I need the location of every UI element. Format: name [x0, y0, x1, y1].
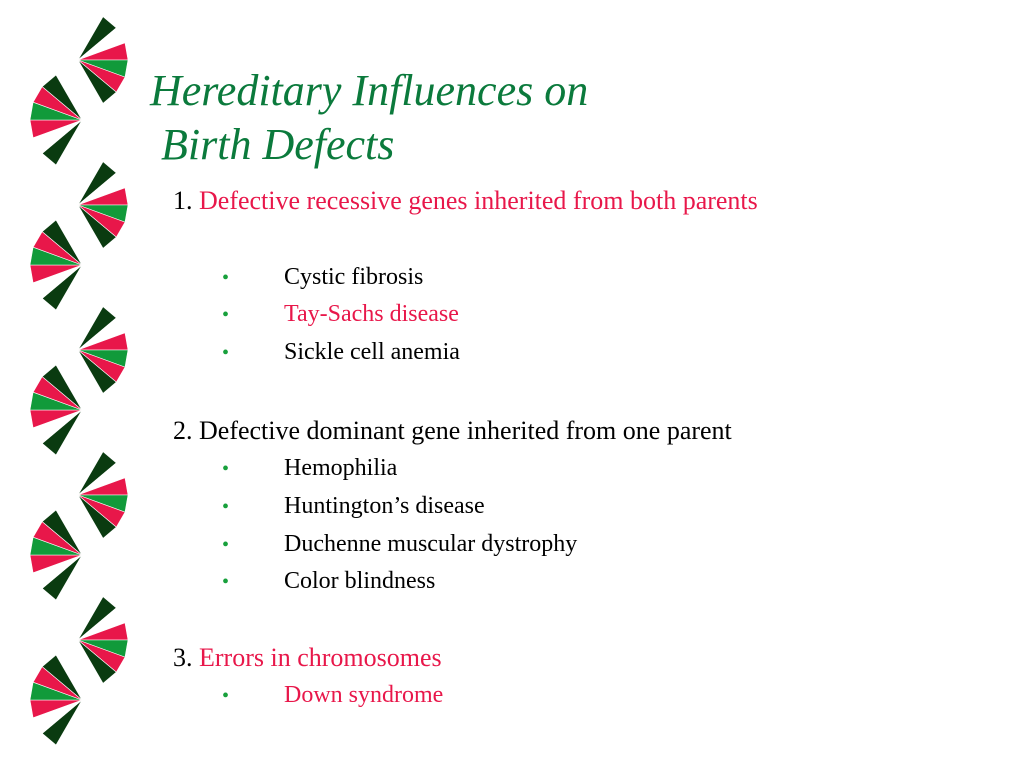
section-1-text: Defective recessive genes inherited from both parents: [199, 186, 758, 215]
bullet-icon: •: [222, 496, 230, 518]
section-3-number: 3.: [173, 643, 193, 672]
slide-title: [150, 64, 588, 172]
list-item: • Duchenne muscular dystrophy: [222, 531, 578, 557]
list-item: • Hemophilia: [222, 455, 398, 481]
list-item: • Down syndrome: [222, 682, 444, 708]
bullet-icon: •: [222, 534, 230, 556]
list-item: • Sickle cell anemia: [222, 339, 460, 365]
bullet-icon: •: [222, 685, 230, 707]
section-2-heading: [173, 416, 732, 446]
title-line-2: Birth Defects: [150, 120, 395, 169]
list-item: • Color blindness: [222, 568, 436, 594]
bullet-icon: •: [222, 304, 230, 326]
bullet-icon: •: [222, 458, 230, 480]
title-line-1: Hereditary Influences on: [150, 66, 589, 115]
section-1-heading: [173, 186, 758, 216]
section-2-text: Defective dominant gene inherited from one parent: [199, 416, 732, 445]
dna-helix-decoration: [0, 0, 135, 768]
section-2-number: 2.: [173, 416, 193, 445]
bullet-icon: •: [222, 267, 230, 289]
list-item: • Huntington’s disease: [222, 493, 485, 519]
section-3-heading: [173, 643, 442, 673]
list-item: • Cystic fibrosis: [222, 264, 424, 290]
bullet-icon: •: [222, 571, 230, 593]
list-item: • Tay-Sachs disease: [222, 301, 459, 327]
section-3-text: Errors in chromosomes: [199, 643, 442, 672]
bullet-icon: •: [222, 342, 230, 364]
section-1-number: 1.: [173, 186, 193, 215]
